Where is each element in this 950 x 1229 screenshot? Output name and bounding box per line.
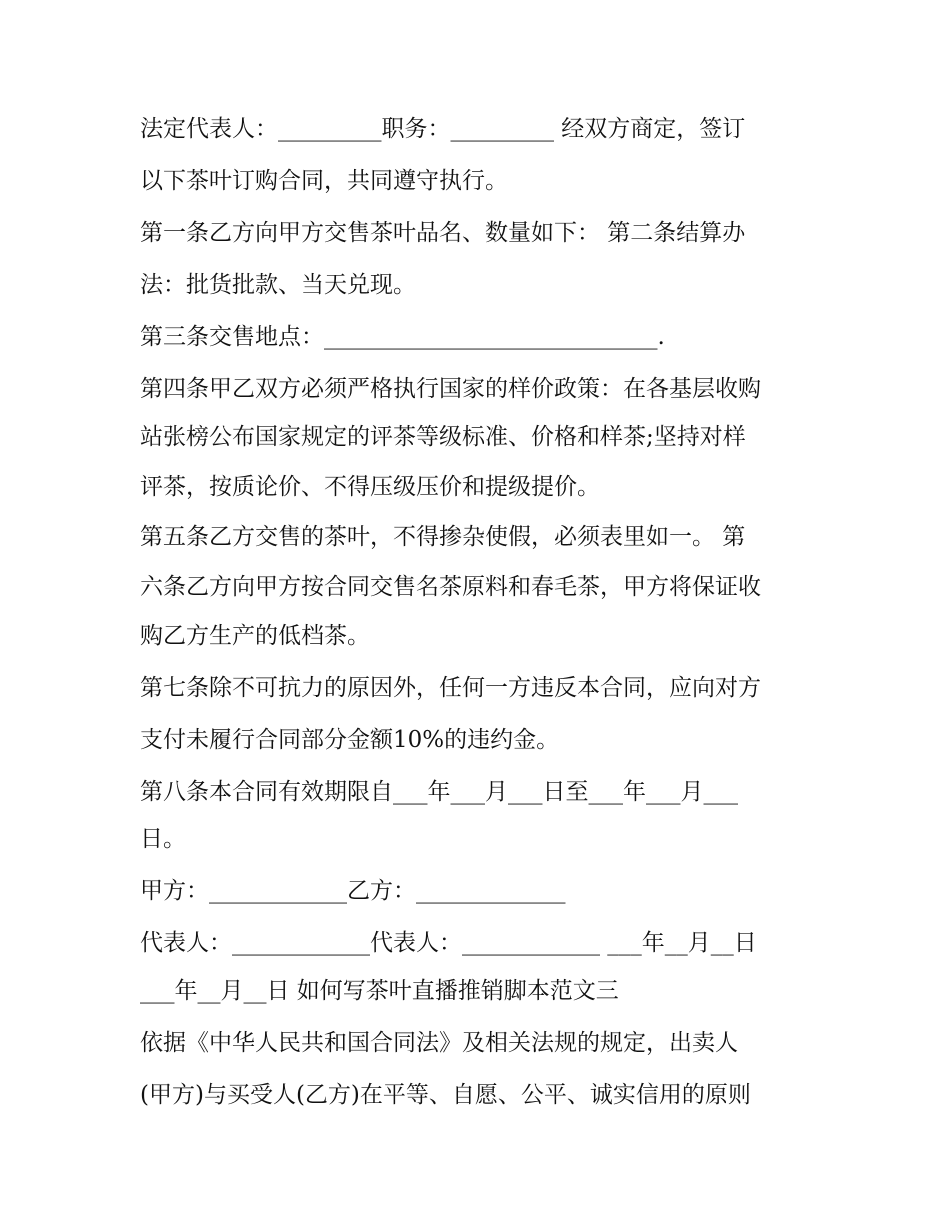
text-line: 以下茶叶订购合同，共同遵守执行。 — [140, 168, 508, 194]
text-line: 六条乙方向甲方按合同交售名茶原料和春毛茶，甲方将保证收 — [140, 574, 761, 600]
text-line: 第五条乙方交售的茶叶，不得掺杂使假，必须表里如一。 第 — [140, 524, 746, 550]
text-line: 日。 — [140, 826, 186, 852]
text-line: 代表人：____________代表人：____________ ___年__月__日 — [140, 930, 757, 956]
text-line: 第八条本合同有效期限自___年___月___日至___年___月___ — [140, 779, 738, 805]
text-line: 法：批货批款、当天兑现。 — [140, 272, 416, 298]
text-line: 依据《中华人民共和国合同法》及相关法规的规定，出卖人 — [140, 1030, 738, 1056]
text-line: 支付未履行合同部分金额10%的违约金。 — [140, 727, 560, 753]
text-line: 第三条交售地点：_____________________________. — [140, 324, 665, 350]
text-line: 第四条甲乙双方必须严格执行国家的样价政策：在各基层收购 — [140, 376, 761, 402]
text-line: ___年__月__日 如何写茶叶直播推销脚本范文三 — [140, 978, 619, 1004]
text-line: 第一条乙方向甲方交售茶叶品名、数量如下： 第二条结算办 — [140, 220, 746, 246]
text-line: (甲方)与买受人(乙方)在平等、自愿、公平、诚实信用的原则 — [140, 1082, 751, 1108]
text-line: 站张榜公布国家规定的评茶等级标准、价格和样茶;坚持对样 — [140, 424, 746, 450]
text-line: 评茶，按质论价、不得压级压价和提级提价。 — [140, 474, 600, 500]
text-line: 法定代表人：_________职务：_________ 经双方商定，签订 — [140, 116, 746, 142]
text-line: 第七条除不可抗力的原因外，任何一方违反本合同，应向对方 — [140, 675, 761, 701]
text-line: 购乙方生产的低档茶。 — [140, 623, 370, 649]
text-line: 甲方：____________乙方：_____________ — [140, 878, 566, 904]
